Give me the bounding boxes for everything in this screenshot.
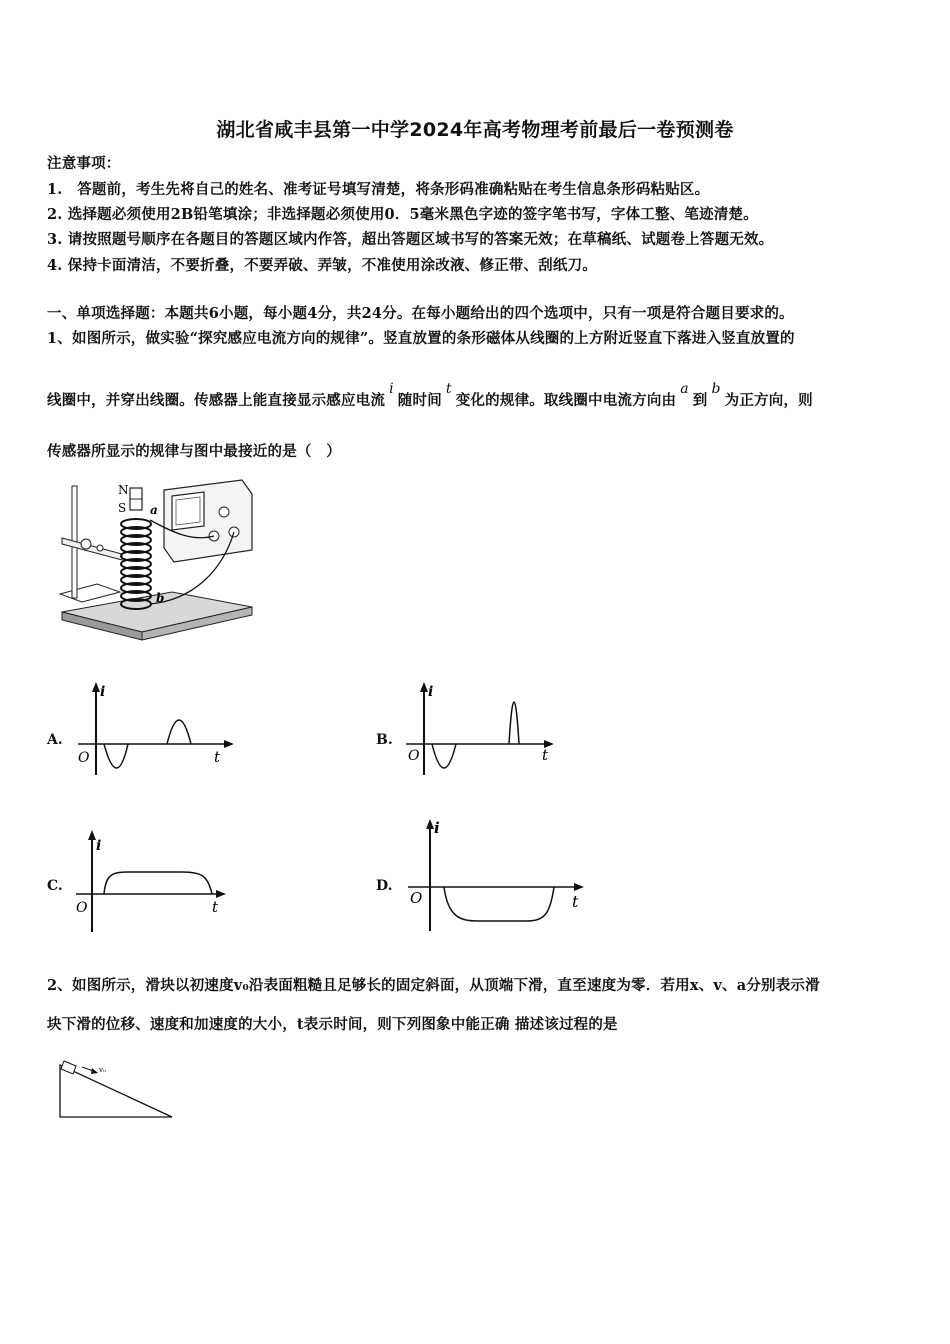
section-heading: 一、单项选择题：本题共6小题，每小题4分，共24分。在每小题给出的四个选项中，只有一项是符合题目要求的。 (47, 305, 794, 322)
q1-line2 (47, 381, 813, 410)
axis-i: i (428, 684, 434, 700)
origin: O (76, 900, 88, 916)
option-c-label: C. (47, 878, 63, 894)
page-title: 湖北省咸丰县第一中学2024年高考物理考前最后一卷预测卷 (216, 119, 734, 141)
option-d-graph[interactable] (400, 815, 590, 935)
option-a-graph[interactable] (70, 680, 240, 780)
incline-figure (52, 1055, 182, 1125)
q1-line2-e: 为正方向，则 (724, 392, 813, 409)
var-a: a (680, 381, 689, 397)
notice-item-3: 3. 请按照题号顺序在各题目的答题区域内作答，超出答题区域书写的答案无效；在草稿纸、试题卷上答题无效。 (47, 231, 774, 248)
axis-i: i (434, 819, 440, 837)
origin: O (408, 748, 420, 764)
option-c-graph[interactable] (70, 826, 240, 936)
notice-item-1: 1. 答题前，考生先将自己的姓名、准考证号填写清楚，将条形码准确粘贴在考生信息条形码粘贴区。 (47, 181, 710, 198)
label-s: S (118, 501, 127, 515)
axis-t: t (212, 898, 219, 916)
axis-t: t (572, 892, 579, 911)
label-n: N (118, 483, 129, 497)
q2-line2: 块下滑的位移、速度和加速度的大小，t表示时间，则下列图象中能正确 描述该过程的是 (47, 1016, 618, 1033)
var-t: t (445, 381, 452, 397)
label-b: b (156, 591, 165, 605)
axis-i: i (96, 838, 102, 854)
option-b-graph[interactable] (400, 680, 570, 780)
var-b: b (711, 381, 721, 397)
q1-line2-d: 到 (692, 392, 708, 409)
notice-item-4: 4. 保持卡面清洁，不要折叠，不要弄破、弄皱，不准使用涂改液、修正带、刮纸刀。 (47, 257, 597, 274)
notice-item-2: 2. 选择题必须使用2B铅笔填涂；非选择题必须使用0．5毫米黑色字迹的签字笔书写，字体工整、笔迹清楚。 (47, 206, 758, 223)
var-i: i (389, 381, 394, 397)
q1-line2-a: 线圈中，并穿出线圈。传感器上能直接显示感应电流 (47, 392, 386, 409)
axis-i: i (100, 684, 106, 700)
axis-t: t (214, 748, 221, 766)
option-a-label: A. (47, 732, 63, 748)
origin: O (410, 889, 423, 907)
option-b-label: B. (376, 732, 393, 748)
q1-line1: 1、如图所示，做实验“探究感应电流方向的规律”。竖直放置的条形磁体从线圈的上方附近竖直下落进入竖直放置的 (47, 330, 795, 347)
origin: O (78, 750, 90, 766)
q2-line1: 2、如图所示，滑块以初速度v₀沿表面粗糙且足够长的固定斜面，从顶端下滑，直至速度为零．若用x、v、a分别表示滑 (47, 977, 820, 994)
q1-line3: 传感器所显示的规律与图中最接近的是（ ） (47, 443, 341, 460)
experiment-figure (52, 472, 257, 657)
q1-line2-c: 变化的规律。取线圈中电流方向由 (455, 392, 677, 409)
v0-label: v₀ (99, 1066, 106, 1074)
option-d-label: D. (376, 878, 393, 894)
axis-t: t (542, 746, 549, 764)
q1-line2-b: 随时间 (397, 392, 442, 409)
label-a: a (150, 503, 158, 517)
notice-heading: 注意事项： (47, 155, 121, 172)
